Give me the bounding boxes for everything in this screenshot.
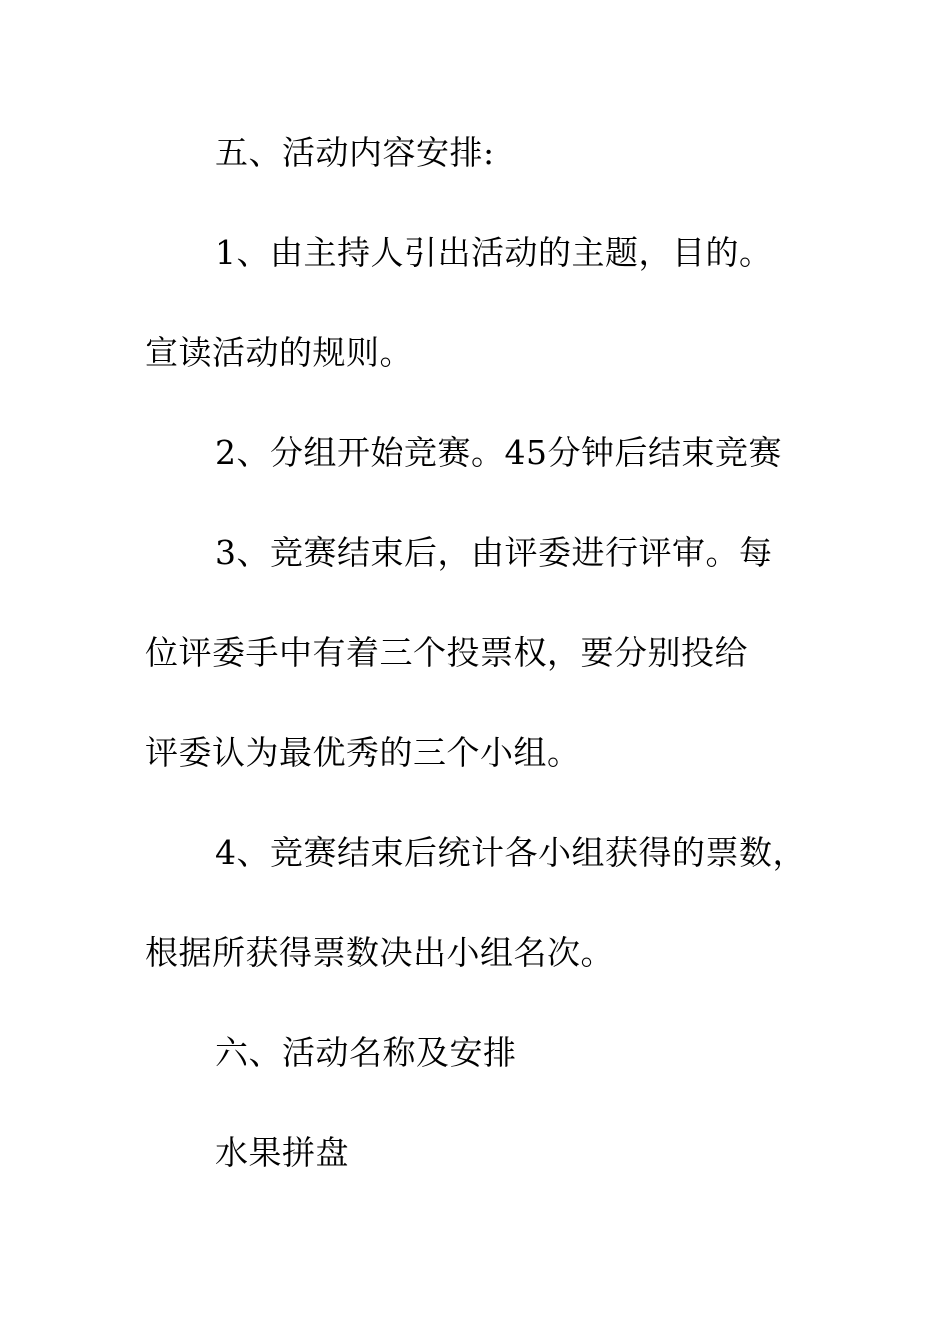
paragraph-item-4-line-2: 根据所获得票数决出小组名次。 bbox=[145, 933, 614, 972]
paragraph-item-3-line-2: 位评委手中有着三个投票权，要分别投给 bbox=[145, 633, 748, 672]
paragraph-item-2: 2、分组开始竞赛。45分钟后结束竞赛 bbox=[215, 433, 782, 472]
paragraph-item-3-line-3: 评委认为最优秀的三个小组。 bbox=[145, 733, 581, 772]
activity-name-fruit-platter: 水果拼盘 bbox=[215, 1133, 349, 1172]
paragraph-item-4-line-1: 4、竞赛结束后统计各小组获得的票数， bbox=[215, 833, 806, 872]
paragraph-item-3-line-1: 3、竞赛结束后，由评委进行评审。每 bbox=[215, 533, 773, 572]
section-heading-activity-name: 六、活动名称及安排 bbox=[215, 1033, 517, 1072]
paragraph-item-1-line-2: 宣读活动的规则。 bbox=[145, 333, 413, 372]
paragraph-item-1-line-1: 1、由主持人引出活动的主题，目的。 bbox=[215, 233, 773, 272]
section-heading-activity-content: 五、活动内容安排: bbox=[215, 133, 495, 172]
